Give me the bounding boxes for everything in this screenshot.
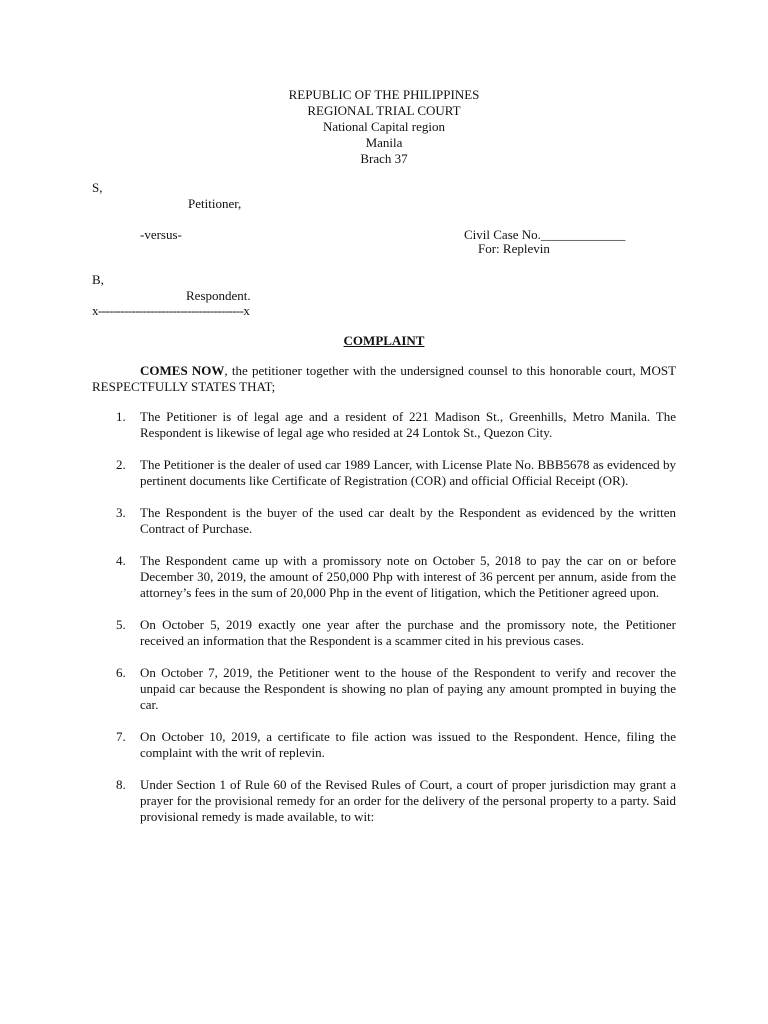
intro-text: , the petitioner together with the undersigned counsel to this honorable court, MOST RESPECTFULLY STATES THAT; xyxy=(92,363,677,394)
respondent-label: Respondent. xyxy=(186,288,251,303)
respondent-name: B, xyxy=(92,272,104,287)
header-city: Manila xyxy=(365,135,403,150)
list-item xyxy=(92,409,676,441)
item-text: On October 7, 2019, the Petitioner went to the house of the Respondent to verify and recover the unpaid car because the Respondent is showing no plan of paying any amount prompted in buying the car. xyxy=(140,665,676,712)
list-item xyxy=(92,617,676,649)
intro-lead: COMES NOW xyxy=(140,363,225,378)
petitioner-name: S, xyxy=(92,180,103,195)
item-number: 3. xyxy=(116,505,126,520)
petitioner-label: Petitioner, xyxy=(188,196,242,211)
item-number: 1. xyxy=(116,409,126,424)
case-type: For: Replevin xyxy=(478,241,550,256)
item-number: 8. xyxy=(116,777,126,792)
header-branch: Brach 37 xyxy=(360,151,408,166)
item-text: The Respondent came up with a promissory note on October 5, 2018 to pay the car on or before December 30, 2019, the amount of 250,000 Php with interest of 36 percent per annum, aside from the attorney’s fees in the sum of 20,000 Php in the event of litigation, which the Petitioner agreed upon. xyxy=(140,553,676,600)
item-number: 7. xyxy=(116,729,126,744)
list-item xyxy=(92,729,676,761)
versus-label: -versus- xyxy=(140,227,182,242)
court-header xyxy=(0,87,768,167)
header-court: REGIONAL TRIAL COURT xyxy=(307,103,461,118)
list-item xyxy=(92,665,676,713)
list-item xyxy=(92,553,676,601)
list-item xyxy=(92,505,676,537)
caption-divider: x---------------------------------------x xyxy=(92,303,250,318)
civil-case-number: Civil Case No._____________ xyxy=(464,227,626,242)
list-item xyxy=(92,777,676,825)
document-title: COMPLAINT xyxy=(343,333,425,348)
intro-paragraph xyxy=(92,363,676,395)
item-text: The Petitioner is the dealer of used car 1989 Lancer, with License Plate No. BBB5678 as evidenced by pertinent documents like Certificate of Registration (COR) and official Official Receipt (OR). xyxy=(140,457,676,488)
header-republic: REPUBLIC OF THE PHILIPPINES xyxy=(288,87,480,102)
allegations-list xyxy=(92,409,676,841)
item-text: The Respondent is the buyer of the used car dealt by the Respondent as evidenced by the written Contract of Purchase. xyxy=(140,505,676,536)
item-number: 4. xyxy=(116,553,126,568)
item-text: The Petitioner is of legal age and a resident of 221 Madison St., Greenhills, Metro Manila. The Respondent is likewise of legal age who resided at 24 Lontok St., Quezon City. xyxy=(140,409,676,440)
item-text: On October 10, 2019, a certificate to file action was issued to the Respondent. Hence, filing the complaint with the writ of replevin. xyxy=(140,729,676,760)
item-text: Under Section 1 of Rule 60 of the Revised Rules of Court, a court of proper jurisdiction may grant a prayer for the provisional remedy for an order for the delivery of the personal property to a party. Said provisional remedy is made available, to wit: xyxy=(140,777,676,824)
list-item xyxy=(92,457,676,489)
item-number: 5. xyxy=(116,617,126,632)
item-number: 2. xyxy=(116,457,126,472)
item-number: 6. xyxy=(116,665,126,680)
header-region: National Capital region xyxy=(322,119,446,134)
item-text: On October 5, 2019 exactly one year after the purchase and the promissory note, the Petitioner received an information that the Respondent is a scammer cited in his previous cases. xyxy=(140,617,676,648)
